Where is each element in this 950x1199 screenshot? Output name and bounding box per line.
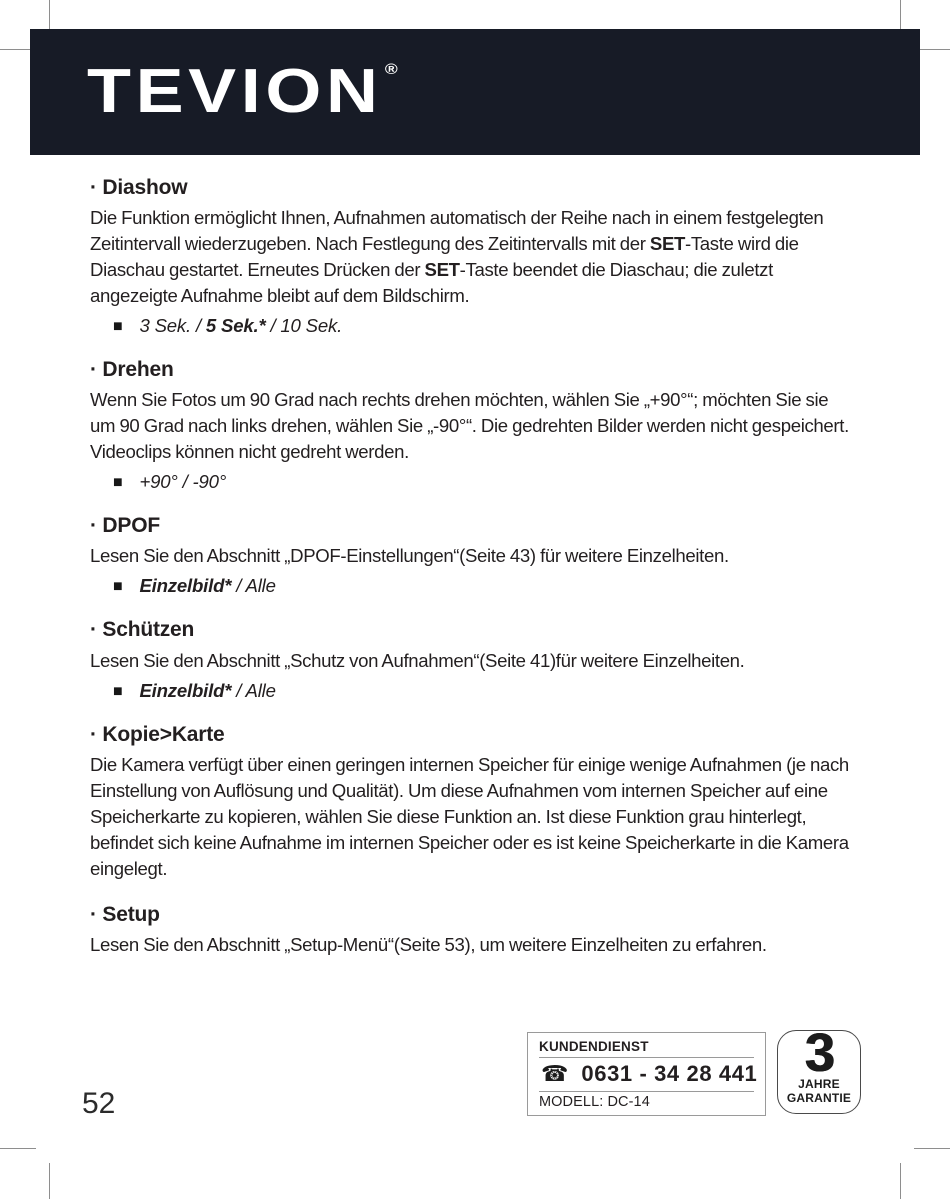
option-values: Einzelbild* / Alle [139, 679, 276, 701]
square-bullet-icon: ■ [113, 682, 123, 700]
manual-section [90, 358, 850, 493]
section-title: · Diashow [90, 176, 188, 199]
option-values: Einzelbild* / Alle [139, 575, 276, 597]
square-bullet-icon: ■ [113, 578, 123, 596]
content [0, 155, 950, 958]
sections [90, 176, 850, 958]
section-title: · DPOF [90, 514, 160, 538]
service-phone-number: 0631 - 34 28 441 [581, 1061, 758, 1086]
section-title: · Kopie>Karte [90, 722, 225, 746]
section-paragraph: Wenn Sie Fotos um 90 Grad nach rechts drehen möchten, wählen Sie „+90°“; möchten Sie sie um 90 Grad nach links drehen, wählen Sie „-90°“. Die gedrehten Bilder werden nicht gespeichert. Videoclips können nicht gedreht werden. [90, 389, 849, 463]
customer-service-box [527, 1032, 766, 1116]
warranty-years-number: 3 [804, 1023, 834, 1084]
service-box-divider-top [539, 1057, 754, 1058]
service-phone-row [539, 1060, 758, 1088]
registered-trademark: ® [384, 61, 398, 78]
option-line [113, 575, 850, 597]
crop-mark-bottom-left-horizontal [0, 1148, 36, 1149]
manual-section [90, 903, 850, 958]
manual-section [90, 723, 850, 882]
section-title: · Schützen [90, 618, 195, 642]
brand-logo-text: TEVION [87, 57, 383, 126]
warranty-label-garantie: GARANTIE [786, 1091, 852, 1106]
manual-section [90, 176, 850, 337]
telephone-icon: ☎ [541, 1061, 569, 1086]
section-paragraph: Lesen Sie den Abschnitt „Setup-Menü“(Seite 53), um weitere Einzelheiten zu erfahren. [90, 933, 767, 955]
square-bullet-icon: ■ [113, 318, 123, 336]
model-label: MODELL: DC-14 [539, 1094, 650, 1110]
option-line [113, 471, 850, 493]
section-paragraph: Die Kamera verfügt über einen geringen internen Speicher für einige wenige Aufnahmen (je nach Einstellung von Auflösung und Qualität). Um diese Aufnahmen vom internen Speicher auf eine Speicherkarte zu kopieren, wählen Sie diese Funktion an. Ist diese Funktion grau hinterlegt, befindet sich keine Aufnahme im internen Speicher oder es ist keine Speicherkarte in die Kamera eingelegt. [90, 753, 849, 879]
brand-logo [87, 57, 398, 126]
crop-mark-bottom-left-vertical [49, 1163, 50, 1199]
option-line [113, 315, 850, 337]
emphasis-text: SET [649, 233, 686, 255]
brand-header-bar [30, 29, 920, 155]
service-box-divider-bottom [539, 1091, 754, 1092]
section-paragraph: Lesen Sie den Abschnitt „DPOF-Einstellungen“(Seite 43) für weitere Einzelheiten. [90, 545, 729, 567]
warranty-label-jahre: JAHRE [798, 1077, 840, 1092]
option-values: +90° / -90° [139, 471, 227, 493]
service-box-title: KUNDENDIENST [539, 1039, 649, 1054]
emphasis-text: 5 Sek.* [205, 315, 266, 337]
emphasis-text: Einzelbild* [139, 575, 232, 597]
warranty-badge [777, 1023, 861, 1114]
section-paragraph: Die Funktion ermöglicht Ihnen, Aufnahmen automatisch der Reihe nach in einem festgelegten Zeitintervall wiederzugeben. Nach Festlegung des Zeitintervalls mit der SET-Taste wird die Diaschau gestartet. Erneutes Drücken der SET-Taste beendet die Diaschau; die zuletzt angezeigte Aufnahme bleibt auf dem Bildschirm. [90, 207, 824, 307]
section-paragraph: Lesen Sie den Abschnitt „Schutz von Aufnahmen“(Seite 41)für weitere Einzelheiten. [90, 649, 745, 671]
manual-section [90, 514, 850, 597]
option-line [113, 680, 850, 702]
crop-mark-bottom-right-vertical [900, 1163, 901, 1199]
page-number: 52 [82, 1087, 116, 1120]
crop-mark-bottom-right-horizontal [914, 1148, 950, 1149]
emphasis-text: Einzelbild* [139, 679, 232, 701]
emphasis-text: SET [424, 259, 460, 281]
section-title: · Drehen [90, 358, 174, 382]
manual-section [90, 618, 850, 701]
section-title: · Setup [90, 902, 160, 926]
option-values: 3 Sek. / 5 Sek.* / 10 Sek. [139, 315, 343, 337]
square-bullet-icon: ■ [113, 474, 123, 492]
